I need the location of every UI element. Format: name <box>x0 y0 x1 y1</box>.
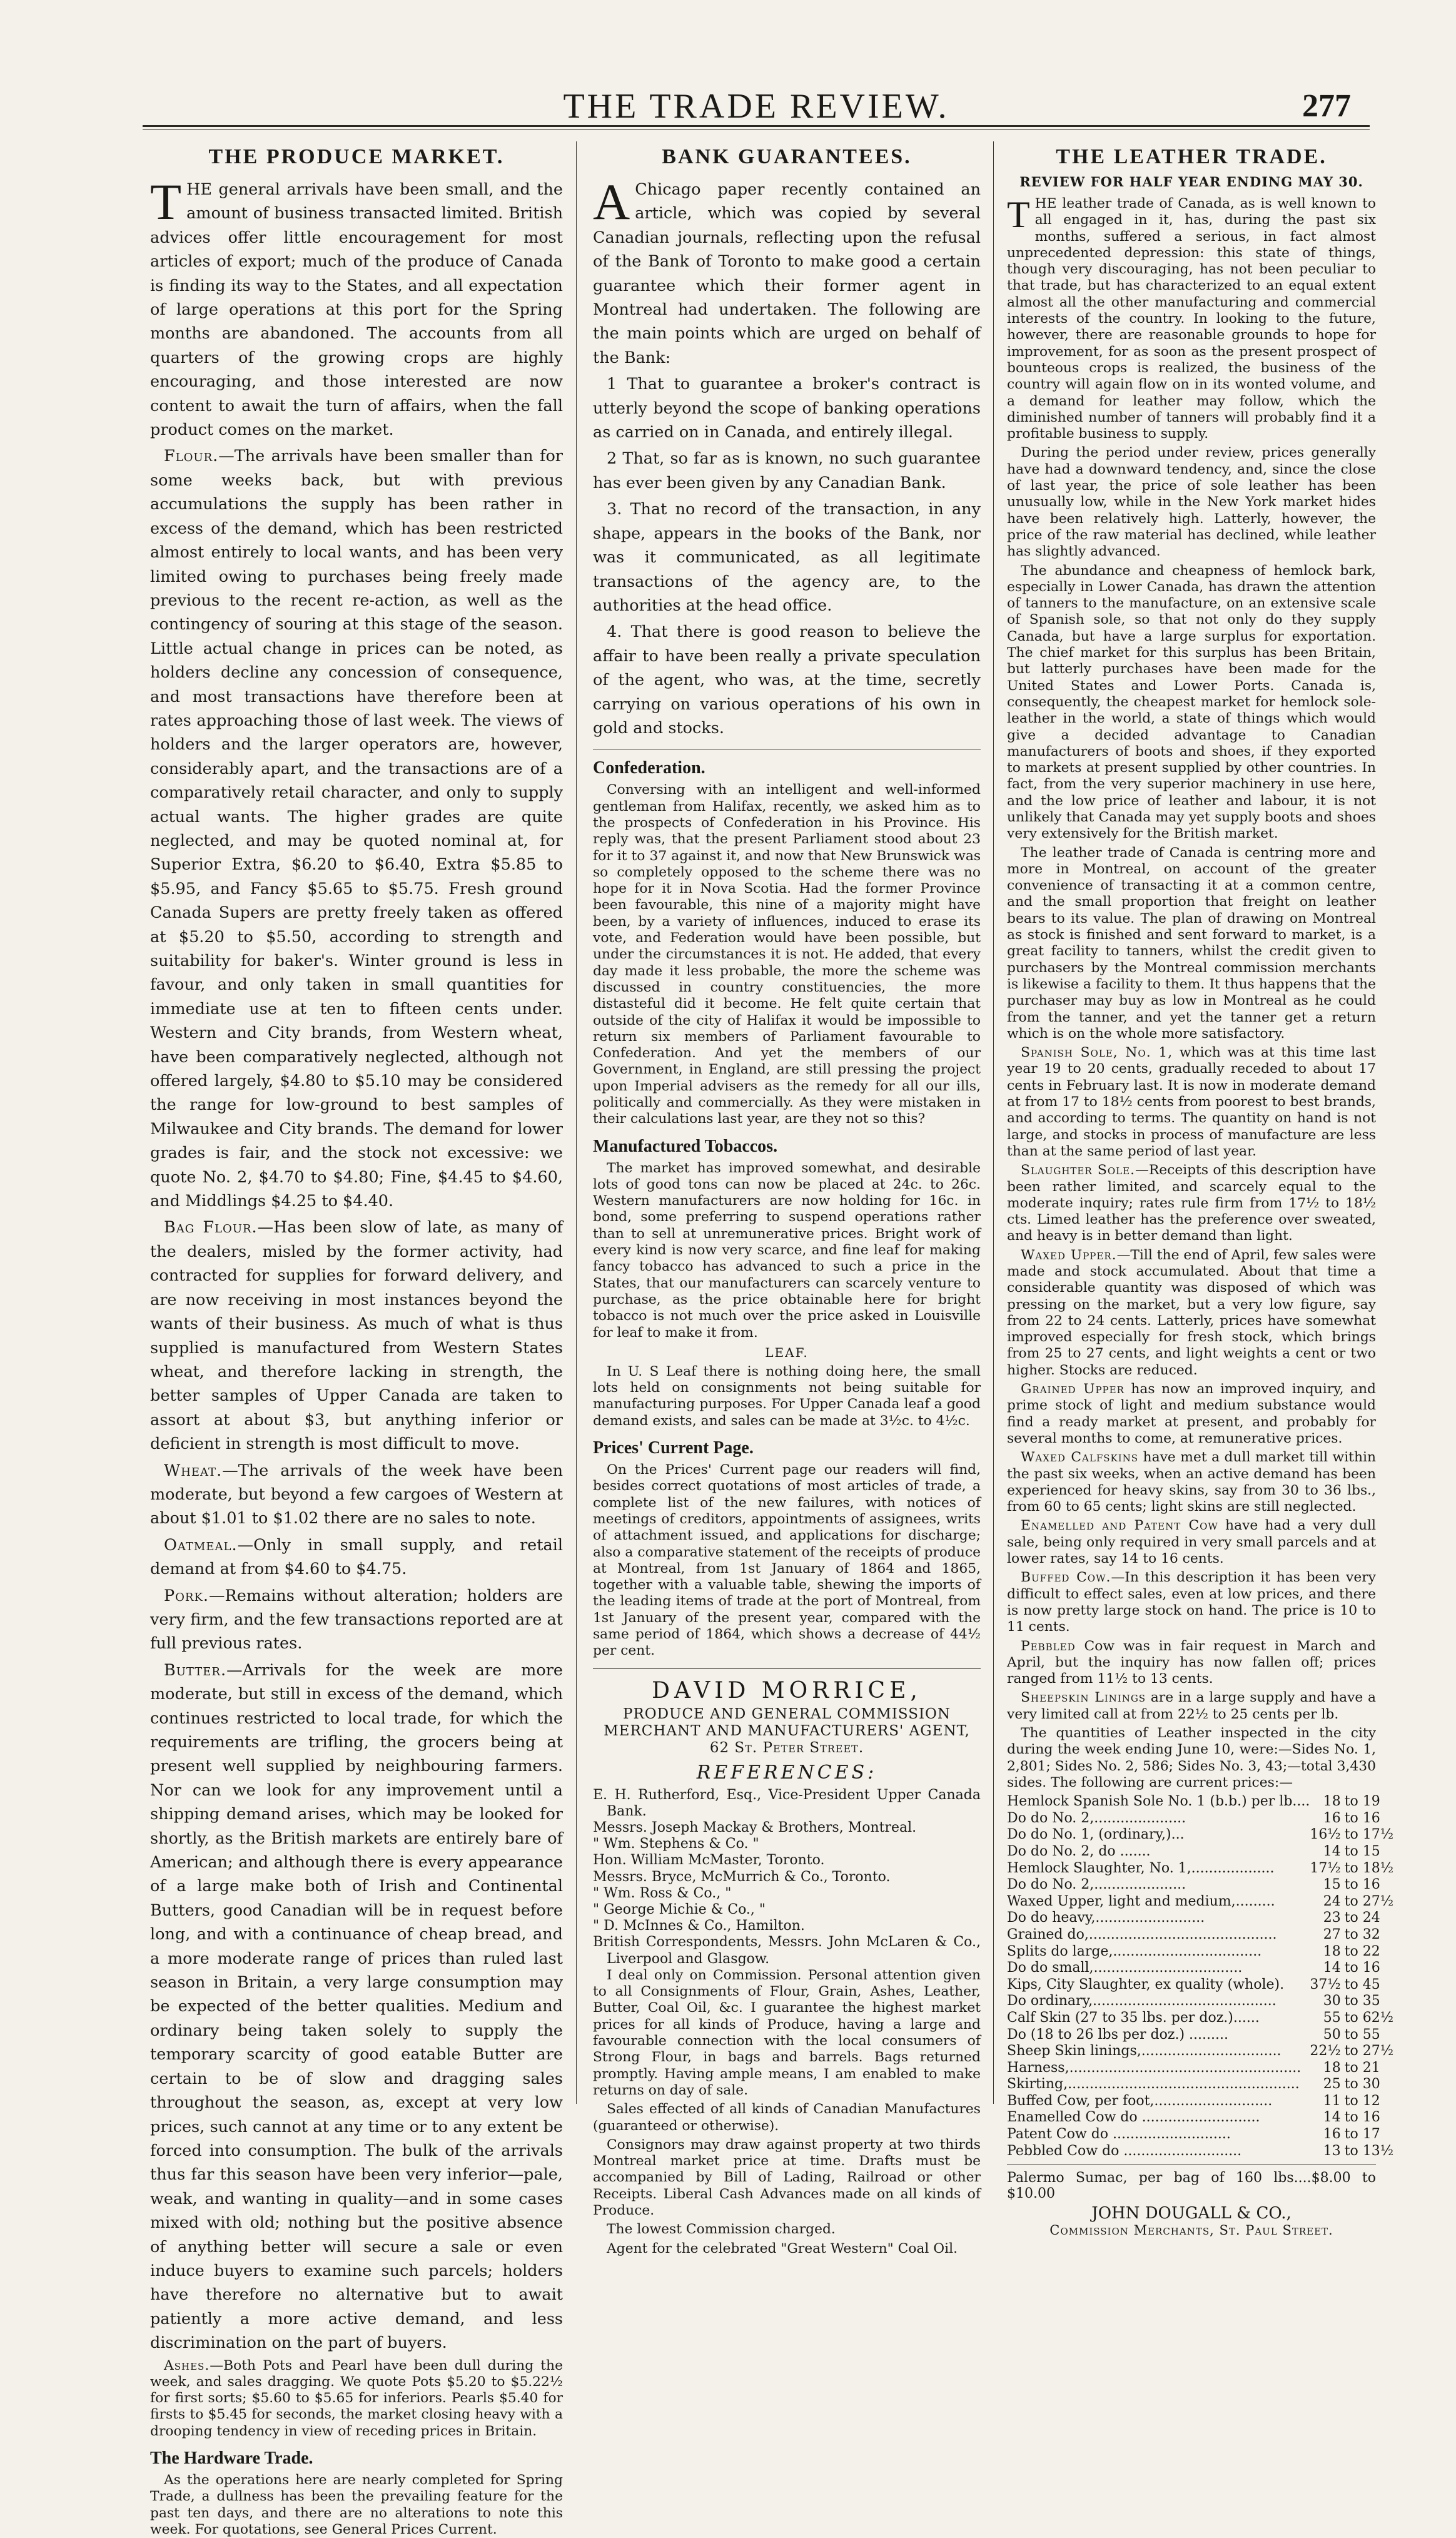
price-item: Do ordinary,.......................................... <box>1007 1993 1277 2009</box>
tobacco-heading: Manufactured Tobaccos. <box>593 1136 778 1156</box>
price-high: to 55 <box>1344 2026 1380 2043</box>
price-item: Hemlock Slaughter, No. 1,................... <box>1007 1860 1275 1876</box>
bag-flour-label: Bag Flour. <box>164 1218 258 1237</box>
bank-intro-text: Chicago paper recently contained an article, which was copied by several Canadian journals, reflecting upon the refusal of the Bank of Toronto to make good a certain guarantee which their former agent in Montreal had undertaken. The following are the main points which are urged on behalf of the Bank: <box>593 180 981 367</box>
dropcap: T <box>150 173 182 230</box>
bank-point: 1 That to guarantee a broker's contract is utterly beyond the scope of banking operations as carried on in Canada, and entirely illegal. <box>593 375 981 442</box>
price-low: 14 <box>1323 1960 1341 1976</box>
pork-paragraph <box>150 1584 563 1656</box>
wheat-label: Wheat. <box>164 1461 223 1480</box>
price-high: to 15 <box>1344 1843 1380 1859</box>
waxed-upper-paragraph <box>1007 1247 1376 1379</box>
price-row <box>1007 1927 1393 1944</box>
price-high: to 16 <box>1344 1877 1380 1893</box>
pork-label: Pork. <box>164 1586 210 1605</box>
price-low: 37½ <box>1310 1976 1341 1992</box>
butter-paragraph <box>150 1658 563 2355</box>
advertiser-address: 62 St. Peter Street. <box>709 1739 864 1756</box>
price-item: Buffed Cow, per foot,........................... <box>1007 2093 1273 2109</box>
header-rule <box>143 125 1370 130</box>
ad-body: I deal only on Commission. Personal attention given to all Consignments of Flour, Grain, Ashes, Leather, Butter, Coal Oil, &c. I guarantee the highest market prices for all kinds of Produce, having a large and favourable connection with the local consumers of Strong Flour, in bags and barrels. Bags returned promptly. Having ample means, I am enabled to make returns on day of sale. <box>593 1967 981 2098</box>
leather-intro <box>1007 196 1376 442</box>
column-rule-2 <box>993 141 994 2104</box>
produce-market-column <box>150 141 563 2537</box>
morrice-advertisement <box>593 1678 981 2257</box>
reference-item: " Wm. Stephens & Co. " <box>593 1836 759 1852</box>
price-item: Kips, City Slaughter, ex quality (whole). <box>1007 1976 1285 1992</box>
calfskins-paragraph <box>1007 1449 1376 1515</box>
reference-item: " D. McInnes & Co., Hamilton. <box>593 1918 805 1934</box>
column-rule-1 <box>576 141 577 2104</box>
price-low: 16 <box>1323 1810 1341 1826</box>
flour-label: Flour. <box>164 447 219 466</box>
price-item: Splits do large,.................................. <box>1007 1943 1262 1959</box>
bank-point: 2 That, so far as is known, no such guarantee has ever been given by any Canadian Bank. <box>593 449 981 492</box>
price-item: Enamelled Cow do ........................... <box>1007 2109 1260 2126</box>
sheepskin-paragraph <box>1007 1690 1376 1723</box>
price-row <box>1007 1993 1393 2010</box>
price-low: 24 <box>1323 1893 1341 1909</box>
enamelled-label: Enamelled and Patent Cow <box>1021 1518 1218 1534</box>
price-row <box>1007 2060 1393 2077</box>
price-row <box>1007 1977 1393 1994</box>
price-low: 13 <box>1323 2143 1341 2159</box>
price-item: Do do No. 2, do ....... <box>1007 1843 1151 1859</box>
price-row <box>1007 2126 1393 2143</box>
enamelled-paragraph <box>1007 1518 1376 1567</box>
ad-body: Consignors may draw against property at two thirds Montreal market price at time. Drafts must be accompanied by Bill of Lading, Railroad or other Receipts. Liberal Cash Advances made on all kinds of Produce. <box>593 2136 981 2218</box>
leather-price-table <box>1007 1794 1393 2160</box>
price-row <box>1007 1794 1393 1810</box>
grained-upper-label: Grained Upper <box>1021 1381 1125 1398</box>
price-row <box>1007 2143 1393 2160</box>
grained-upper-text: has now an improved inquiry, and prime stock of light and medium substance would find a ready market at present, and probably for several months to come, at remunerative prices. <box>1007 1381 1376 1446</box>
reference-item: E. H. Rutherford, Esq., Vice-President Upper Canada Bank. <box>593 1787 981 1819</box>
price-low: 16½ <box>1310 1827 1341 1843</box>
oatmeal-paragraph <box>150 1533 563 1581</box>
bag-flour-text: —Has been slow of late, as many of the dealers, misled by the former activity, had contracted for supplies for forward delivery, and are now receiving in most instances beyond the wants of their business. As much of what is thus supplied is manufactured from Western States wheat, and therefore lacking in strength, the better samples of Upper Canada are taken to assort at about $3, but anything inferior or deficient in strength is most difficult to move. <box>150 1218 563 1454</box>
ad-body: Agent for the celebrated "Great Western" Coal Oil. <box>607 2240 958 2256</box>
price-item: Do do heavy,......................... <box>1007 1910 1205 1926</box>
merchant-signature: JOHN DOUGALL & CO., <box>1091 2204 1292 2223</box>
price-row <box>1007 1844 1393 1860</box>
price-row <box>1007 1894 1393 1911</box>
price-item: Harness,..................................................... <box>1007 2059 1302 2076</box>
reference-item: " George Michie & Co., " <box>593 1902 766 1918</box>
price-high: to 17 <box>1344 2126 1380 2143</box>
price-row <box>1007 2043 1393 2060</box>
produce-intro <box>150 173 563 442</box>
butter-text: —Arrivals for the week are more moderate, but still in excess of the demand, which continues restricted to local trade, for which the requirements are trifling, the grocers being at present well supplied by neighbouring farmers. Nor can we look for any improvement until a shipping demand arises, which may be looked for shortly, as the British markets are entirely bare of American; and although there is every appearance of a large make both of Irish and Continental Butters, good Canadian will be in request before long, and with a continuance of cheap bread, and a more moderate range of prices than ruled last season in Britain, a very large consumption may be expected of the better qualities. Medium and ordinary being taken solely to supply the temporary scarcity of good eatable Butter are certain to be of slow and dragging sales throughout the season, as, except at very low prices, such cannot at any time or to any extent be forced into consumption. The bulk of the arrivals thus far this season have been very inferior—pale, weak, and wanting in quality—and in some cases mixed with old; nothing but the positive absence of anything better will secure a sale or even induce buyers to examine such parcels; holders have therefore no alternative but to await patiently a more active demand, and less discrimination on the part of buyers. <box>150 1660 563 2353</box>
price-low: 14 <box>1323 2109 1341 2126</box>
price-high: to 12 <box>1344 2093 1380 2109</box>
sumac-price: Palermo Sumac, per bag of 160 lbs....$8.00 to $10.00 <box>1007 2170 1376 2202</box>
price-item: Do (18 to 26 lbs per doz.) ......... <box>1007 2026 1228 2043</box>
price-low: 50 <box>1323 2026 1341 2043</box>
price-item: Skirting,..................................................... <box>1007 2076 1300 2093</box>
price-item: Hemlock Spanish Sole No. 1 (b.b.) per lb.... <box>1007 1794 1310 1810</box>
waxed-upper-label: Waxed Upper. <box>1021 1247 1117 1263</box>
leather-subheading: REVIEW FOR HALF YEAR ENDING MAY 30. <box>1019 174 1363 190</box>
slaughter-sole-label: Slaughter Sole. <box>1021 1162 1136 1179</box>
price-high: to 32 <box>1344 1926 1380 1942</box>
produce-intro-text: HE general arrivals have been small, and the amount of business transacted limited. British advices offer little encouragement for most articles of export; much of the produce of Canada is finding its way to the States, and all expectation of large operations at this port for the Spring months are abandoned. The accounts from all quarters of the growing crops are highly encouraging, and those interested are now content to await the turn of affairs, when the fall product comes on the market. <box>150 180 563 440</box>
price-row <box>1007 1960 1393 1977</box>
price-item: Do do small,.................................. <box>1007 1960 1243 1976</box>
price-high: to 16 <box>1344 2109 1380 2126</box>
prices-current-paragraph: On the Prices' Current page our readers will find, besides correct quotations of most articles of trade, a complete list of the new failures, with notices of meetings of creditors, appointments of assignees, writs of attachment issued, and applications for discharge; also a comparative statement of the receipts of produce at Montreal, from 1st January of 1864 and 1865, together with a valuable table, shewing the imports of the leading items of trade at the port of Montreal, from 1st January of the present year, compared with the same period of 1864, which shows a decrease of 44½ per cent. <box>593 1462 981 1659</box>
ashes-label: Ashes. <box>164 2357 210 2373</box>
waxed-upper-text: —Till the end of April, few sales were made and stock accumulated. About that time a considerable quantity was disposed of which was pressing on the market, but a very low figure, say from 22 to 24 cents. Latterly, prices have somewhat improved especially for fresh stock, which brings from 25 to 27 cents, and light weights a cent or two higher. Stocks are reduced. <box>1007 1247 1376 1378</box>
price-item: Calf Skin (27 to 35 lbs. per doz.)...... <box>1007 2009 1260 2026</box>
price-item: Sheep Skin linings,................................ <box>1007 2043 1282 2059</box>
price-low: 27 <box>1323 1926 1341 1942</box>
price-high: to 30 <box>1344 2076 1380 2093</box>
wheat-text: —The arrivals of the week have been moderate, but beyond a few cargoes of Western at about $1.01 to $1.02 there are no sales to note. <box>150 1461 563 1528</box>
section-divider <box>593 1668 981 1669</box>
ad-body: The lowest Commission charged. <box>607 2221 836 2238</box>
pebbled-label: Pebbled <box>1021 1638 1076 1654</box>
sheepskin-label: Sheepskin Linings <box>1021 1690 1146 1706</box>
reference-item: Messrs. Bryce, McMurrich & Co., Toronto. <box>593 1869 891 1885</box>
spanish-sole-label: Spanish Sole, No. 1, <box>1021 1045 1173 1061</box>
butter-label: Butter. <box>164 1660 227 1680</box>
leaf-subheading: LEAF. <box>765 1344 809 1360</box>
ashes-paragraph <box>150 2358 563 2440</box>
price-row <box>1007 1860 1393 1877</box>
bank-intro <box>593 173 981 370</box>
sheepskin-text: are in a large supply and have a very limited call at from 22½ to 25 cents per lb. <box>1007 1690 1376 1722</box>
price-item: Grained do,........................................... <box>1007 1926 1277 1942</box>
price-high: to 24 <box>1344 1910 1380 1926</box>
reference-item: Messrs. Joseph Mackay & Brothers, Montreal. <box>593 1820 917 1835</box>
confederation-heading: Confederation. <box>593 758 705 778</box>
price-high: to 45 <box>1344 1976 1380 1992</box>
price-high: to 62½ <box>1344 2009 1394 2026</box>
flour-text: —The arrivals have been smaller than for some weeks back, but with previous accumulations the supply has been rather in excess of the demand, which has been restricted almost entirely to local wants, and has been very limited owing to purchases being freely made previous to the recent re-action, as well as the contingency of souring at this stage of the season. Little actual change in prices can be noted, as holders decline any concession of consequence, and most transactions have therefore been at rates approaching those of last week. The views of holders and the larger operators are, however, considerably apart, and the transactions are of a comparatively retail character, and only to supply actual wants. The higher grades are quite neglected, and may be quoted nominal at, for Superior Extra, $6.20 to $6.40, Extra $5.85 to $5.95, and Fancy $5.65 to $5.75. Fresh ground Canada Supers are pretty freely taken as offered at $5.20 to $5.50, according to strength and suitability for baker's. Winter ground is less in favour, and only taken in small quantities for immediate use at ten to fifteen cents under. Western and City brands, from Western wheat, have been comparatively neglected, although not offered largely, $4.80 to $5.10 may be considered the range for low-ground to best samples of Milwaukee and City brands. The demand for lower grades is fair, and the stock not excessive: we quote No. 2, $4.70 to $4.80; Fine, $4.45 to $4.60, and Middlings $4.25 to $4.40. <box>150 447 563 1211</box>
price-low: 18 <box>1323 1794 1341 1810</box>
price-low: 18 <box>1323 1943 1341 1959</box>
produce-heading: THE PRODUCE MARKET. <box>208 145 505 168</box>
buffed-text: —In this description it has been very difficult to effect sales, even at low prices, and there is now pretty large stock on hand. The price is 10 to 11 cents. <box>1007 1570 1376 1635</box>
hardware-paragraph: As the operations here are nearly completed for Spring Trade, a dullness has been the prevailing feature for the past ten days, and there are no alterations to note this week. For quotations, see General Prices Current. <box>150 2472 563 2537</box>
price-high: to 18½ <box>1344 1860 1394 1876</box>
ad-body: Sales effected of all kinds of Canadian Manufactures (guaranteed or otherwise). <box>593 2101 981 2134</box>
price-low: 55 <box>1323 2009 1341 2026</box>
reference-item: " Wm. Ross & Co., " <box>593 1885 732 1901</box>
leather-paragraph: The abundance and cheapness of hemlock bark, especially in Lower Canada, has drawn the attention of tanners to the manufacture, on an extensive scale of Spanish sole, so that not only do they supply Canada, but have a large surplus for exportation. The chief market for this surplus has been Britain, but latterly purchases have been made for the United States and Lower Ports. Canada is, consequently, the cheapest market for hemlock sole-leather in the world, a state of things which would give a decided advantage to Canadian manufacturers of boots and shoes, if they exported to markets at present supplied by other countries. In fact, from the very superior machinery in use here, and the low price of leather and labour, it is not unlikely that Canada may yet supply boots and shoes very extensively for the British market. <box>1007 562 1376 842</box>
price-low: 22½ <box>1310 2043 1341 2059</box>
oatmeal-label: Oatmeal. <box>164 1535 238 1555</box>
slaughter-sole-paragraph <box>1007 1162 1376 1244</box>
price-row <box>1007 1944 1393 1961</box>
pebbled-paragraph <box>1007 1638 1376 1688</box>
leather-heading: THE LEATHER TRADE. <box>1056 145 1327 168</box>
bank-guarantees-column <box>593 141 981 2256</box>
price-low: 14 <box>1323 1843 1341 1859</box>
references-list <box>593 1787 981 1967</box>
spanish-sole-paragraph <box>1007 1045 1376 1160</box>
price-low: 25 <box>1323 2076 1341 2093</box>
price-high: to 16 <box>1344 1810 1380 1826</box>
advertiser-trade: PRODUCE AND GENERAL COMMISSION MERCHANT AND MANUFACTURERS' AGENT, <box>604 1705 970 1739</box>
price-low: 17½ <box>1310 1860 1341 1876</box>
price-row <box>1007 2093 1393 2110</box>
price-low: 15 <box>1323 1877 1341 1893</box>
price-high: to 16 <box>1344 1960 1380 1976</box>
leaf-paragraph: In U. S Leaf there is nothing doing here, the small lots held on consignments not being suitable for manufacturing purposes. For Upper Canada leaf a good demand exists, and sales can be made at 3½c. to 4½c. <box>593 1363 981 1429</box>
pebbled-text: Cow was in fair request in March and April, but the inquiry has now fallen off; prices ranged from 11½ to 13 cents. <box>1007 1638 1376 1687</box>
price-high: to 35 <box>1344 1993 1380 2009</box>
price-high: to 17½ <box>1344 1827 1394 1843</box>
publication-title: THE TRADE REVIEW. <box>563 87 949 126</box>
price-high: to 27½ <box>1344 2043 1394 2059</box>
spanish-sole-text: which was at this time last year 19 to 20 cents, gradually receded to about 17 cents in February last. It is now in moderate demand at from 17 to 18½ cents from poorest to best brands, and according to terms. The quantity on hand is not large, and stocks in process of manufacture are less than at the same period of last year. <box>1007 1045 1376 1159</box>
pork-text: —Remains without alteration; holders are very firm, and the few transactions reported are at full previous rates. <box>150 1586 563 1653</box>
price-item: Do do No. 1, (ordinary,)... <box>1007 1827 1185 1843</box>
inspection-paragraph: The quantities of Leather inspected in the city during the week ending June 10, were:—Sides No. 1, 2,801; Sides No. 2, 586; Sides No. 3, 43;—total 3,430 sides. The following are current prices:— <box>1007 1725 1376 1790</box>
confederation-paragraph: Conversing with an intelligent and well-informed gentleman from Halifax, recently, we asked him as to the prospects of Confederation in his Province. His reply was, that the present Parliament stood about 23 for it to 37 against it, and now that New Brunswick was so completely opposed to the scheme there was no hope for it in Nova Scotia. Had the former Province been favourable, this nine of a majority might have been, by a variety of influences, induced to erase its vote, and Federation would have been possible, but under the circumstances it is not. He added, that every day made it less probable, the more the scheme was discussed in country constituencies, the more distasteful did it become. He felt quite certain that outside of the city of Halifax it would be impossible to return six members of Parliament favourable to Confederation. And yet the members of our Government, in England, are still pressing the project upon Imperial advisers as the remedy for all our ills, politically and commercially. As they were mistaken in their calculations last year, are they not so this? <box>593 782 981 1127</box>
price-row <box>1007 1910 1393 1927</box>
bank-point: 4. That there is good reason to believe the affair to have been really a private speculation of the agent, who was, at the time, secretly carrying on various operations of his own in gold and stocks. <box>593 622 981 738</box>
oatmeal-text: —Only in small supply, and retail demand at from $4.60 to $4.75. <box>150 1535 563 1579</box>
leather-paragraph: The leather trade of Canada is centring more and more in Montreal, on account of the greater convenience of transacting it at a common centre, and the small proportion that freight on leather bears to its value. The plan of drawing on Montreal as stock is finished and sent forward to market, is a great facility to tanners, whilst the credit given to purchasers by the Montreal commission merchants is likewise a facility to them. It thus happens that the purchaser may buy as low in Montreal as he could from the tanner, and yet the tanner get a return which is on the whole more satisfactory. <box>1007 845 1376 1042</box>
price-item: Waxed Upper, light and medium,......... <box>1007 1893 1275 1909</box>
reference-item: British Correspondents, Messrs. John McLaren & Co., Liverpool and Glasgow. <box>593 1934 981 1967</box>
buffed-label: Buffed Cow. <box>1021 1570 1111 1586</box>
price-high: to 27½ <box>1344 1893 1394 1909</box>
masthead <box>150 80 1362 130</box>
grained-upper-paragraph <box>1007 1381 1376 1447</box>
prices-current-heading: Prices' Current Page. <box>593 1438 754 1458</box>
bank-point: 3. That no record of the transaction, in any shape, appears in the books of the Bank, nor was it communicated, as all legitimate transactions of the agency are, to the authorities at the head office. <box>593 500 981 615</box>
price-row <box>1007 1877 1393 1894</box>
leather-intro-text: HE leather trade of Canada, as is well known to all engaged in it, has, during the past six months, suffered a serious, in fact almost unprecedented depression: this state of things, though very discouraging, has not been peculiar to that trade, but has characterized to an equal extent almost all the other manufacturing and commercial interests of the country. In looking to the future, however, there are reasonable grounds to hope for improvement, for as soon as the present prospect of bounteous crops is realized, the business of the country will again flow on in its wonted volume, and a demand for leather may follow, which the diminished number of tanners will probably find it a profitable business to supply. <box>1007 196 1376 442</box>
page-number: 277 <box>1302 88 1351 124</box>
enamelled-text: have had a very dull sale, being only required in very small parcels and at lower rates, say 14 to 16 cents. <box>1007 1518 1376 1567</box>
leather-trade-column <box>1007 141 1394 2238</box>
merchant-address: Commission Merchants, St. Paul Street. <box>1049 2223 1333 2238</box>
price-row <box>1007 2010 1393 2027</box>
leather-paragraph: During the period under review, prices generally have had a downward tendency, and, since the close of last year, the price of sole leather has been unusually low, while in the New York market hides have been relatively high. Latterly, however, the price of the raw material has declined, while leather has slightly advanced. <box>1007 445 1376 560</box>
references-heading: REFERENCES: <box>696 1761 877 1784</box>
slaughter-sole-text: —Receipts of this description have been rather limited, and scarcely equal to the moderate inquiry; rates rule firm from 17½ to 18½ cts. Limed leather has the preference over sweated, and heavy is in better demand than light. <box>1007 1162 1376 1244</box>
price-low: 16 <box>1323 2126 1341 2143</box>
price-item: Do do No. 2,..................... <box>1007 1877 1186 1893</box>
price-low: 18 <box>1323 2059 1341 2076</box>
price-row <box>1007 1827 1393 1844</box>
price-high: to 19 <box>1344 1794 1380 1810</box>
buffed-paragraph <box>1007 1570 1376 1635</box>
calfskins-label: Waxed Calfskins <box>1021 1449 1139 1466</box>
bag-flour-paragraph <box>150 1216 563 1456</box>
tobacco-paragraph: The market has improved somewhat, and desirable lots of good tons can now be placed at 24c. to 26c. Western manufacturers are now holding for 16c. in bond, some preferring to suspend operations rather than to sell at unremunerative prices. Bright work of every kind is now very scarce, and fine leaf for making fancy tobacco has advanced to such a price in the States, that our manufacturers can scarcely venture to purchase, as the price obtainable here for bright tobacco is not much over the price asked in Louisville for leaf to make it from. <box>593 1160 981 1341</box>
price-high: to 22 <box>1344 1943 1380 1959</box>
price-row <box>1007 2027 1393 2044</box>
price-item: Pebbled Cow do ........................... <box>1007 2143 1242 2159</box>
price-high: to 13½ <box>1344 2143 1394 2159</box>
flour-paragraph <box>150 444 563 1213</box>
bank-heading: BANK GUARANTEES. <box>662 145 912 168</box>
hardware-heading: The Hardware Trade. <box>150 2449 313 2469</box>
ashes-text: —Both Pots and Pearl have been dull during the week, and sales dragging. We quote Pots $5.20 to $5.22½ for first sorts; $5.60 to $5.65 for inferiors. Pearls $5.40 for firsts to $5.45 for seconds, the market closing heavy with a drooping tendency in view of receding prices in Britain. <box>150 2357 563 2439</box>
dropcap: A <box>593 173 630 230</box>
price-row <box>1007 1810 1393 1827</box>
price-row <box>1007 2109 1393 2126</box>
price-low: 30 <box>1323 1993 1341 2009</box>
price-row <box>1007 2076 1393 2093</box>
price-low: 23 <box>1323 1910 1341 1926</box>
price-high: to 21 <box>1344 2059 1380 2076</box>
advertiser-name: DAVID MORRICE, <box>652 1677 922 1703</box>
reference-item: Hon. William McMaster, Toronto. <box>593 1852 825 1869</box>
price-item: Patent Cow do ........................... <box>1007 2126 1231 2143</box>
price-low: 11 <box>1323 2093 1341 2109</box>
wheat-paragraph <box>150 1459 563 1531</box>
price-item: Do do No. 2,..................... <box>1007 1810 1186 1826</box>
dropcap: T <box>1007 194 1030 235</box>
calfskins-text: have met a dull market till within the past six weeks, when an active demand has been experienced for heavy skins, say from 30 to 36 lbs., from 60 to 65 cents; light skins are still neglected. <box>1007 1449 1376 1515</box>
